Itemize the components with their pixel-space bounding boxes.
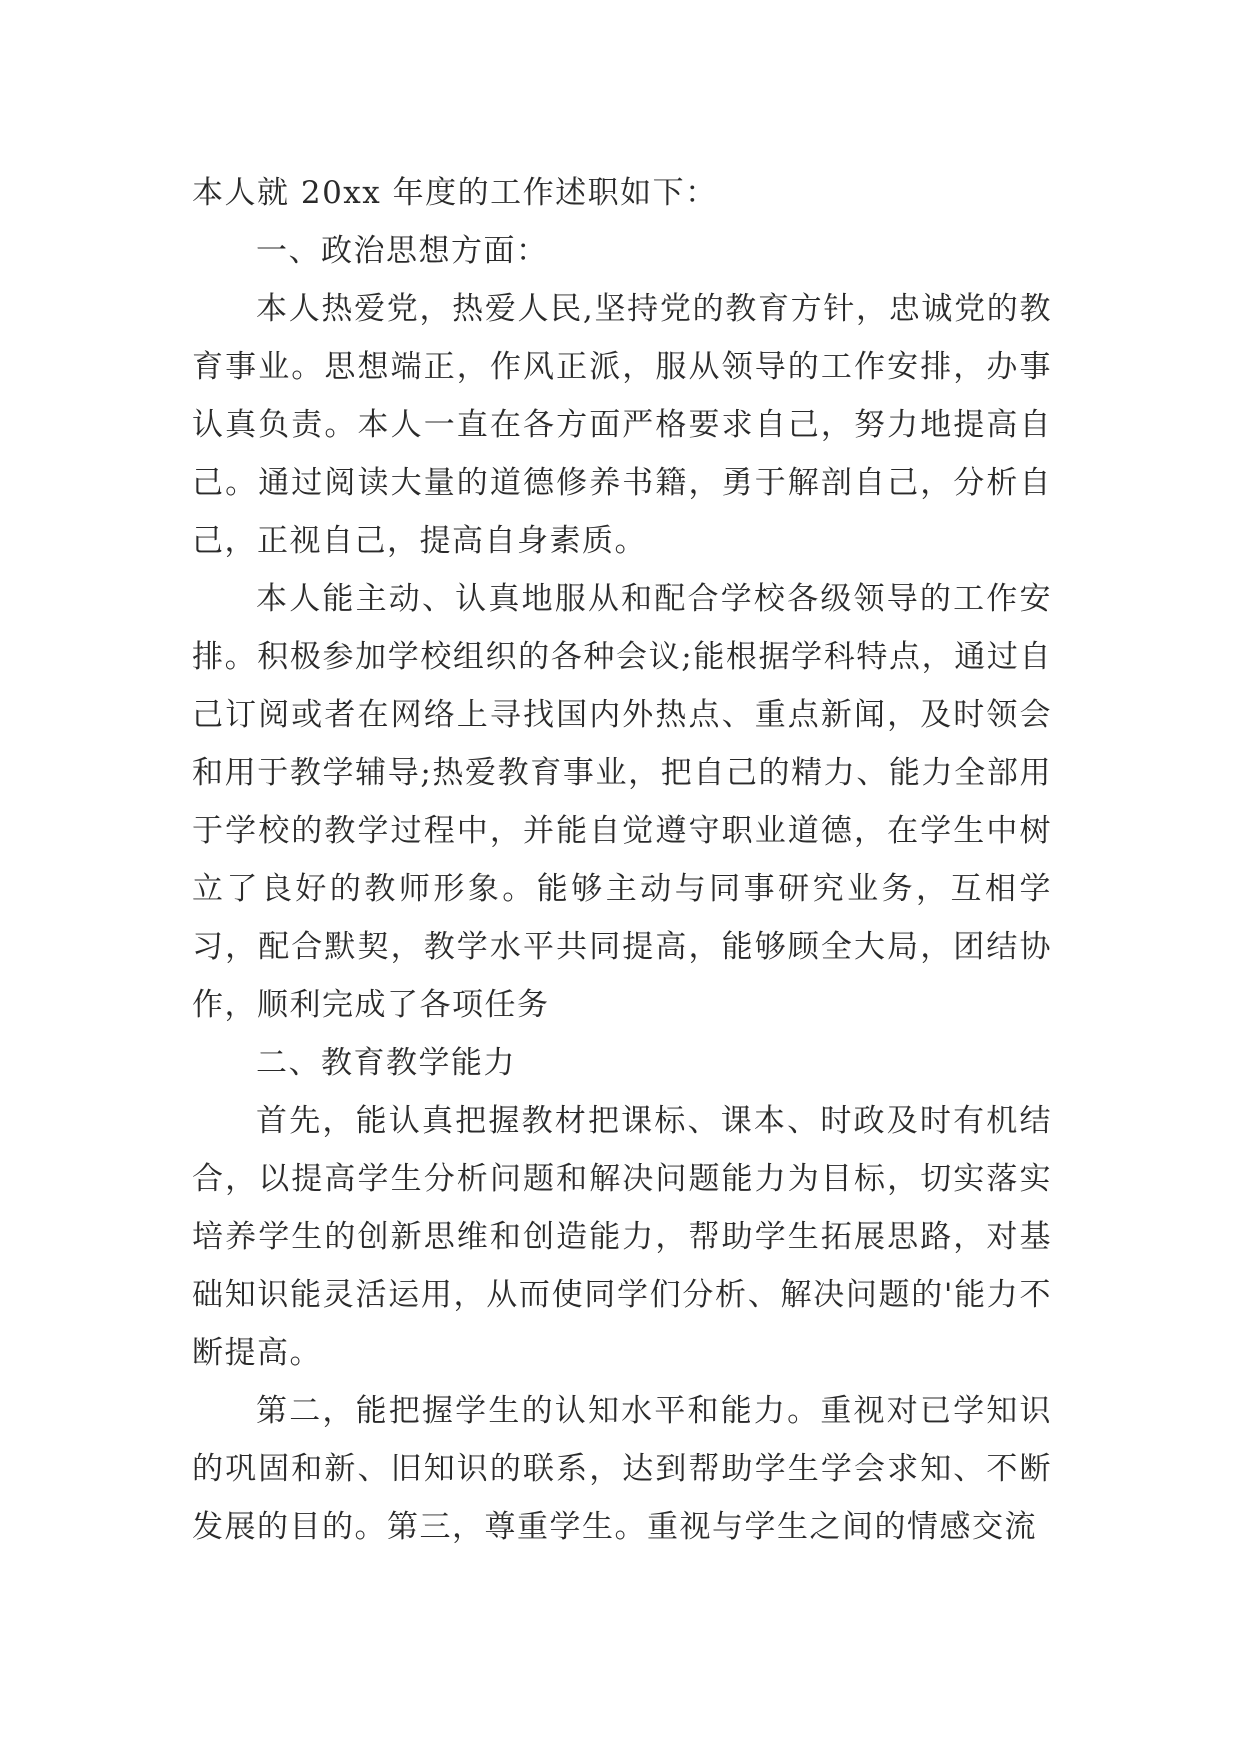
section-heading-teaching: 二、教育教学能力 [256, 1045, 516, 1081]
document-body [192, 164, 1052, 1556]
paragraph-teaching-1: 首先，能认真把握教材把课标、课本、时政及时有机结合，以提高学生分析问题和解决问题能力为目标，切实落实培养学生的创新思维和创造能力，帮助学生拓展思路，对基础知识能灵活运用，从而使同学们分析、解决问题的'能力不断提高。 [192, 1103, 1052, 1371]
section-heading-political: 一、政治思想方面： [256, 233, 549, 269]
paragraph-political-1: 本人热爱党，热爱人民,坚持党的教育方针，忠诚党的教育事业。思想端正，作风正派，服从领导的工作安排，办事认真负责。本人一直在各方面严格要求自己，努力地提高自己。通过阅读大量的道德修养书籍，勇于解剖自己，分析自己，正视自己，提高自身素质。 [192, 291, 1052, 559]
paragraph-political-2: 本人能主动、认真地服从和配合学校各级领导的工作安排。积极参加学校组织的各种会议;能根据学科特点，通过自己订阅或者在网络上寻找国内外热点、重点新闻，及时领会和用于教学辅导;热爱教育事业，把自己的精力、能力全部用于学校的教学过程中，并能自觉遵守职业道德，在学生中树立了良好的教师形象。能够主动与同事研究业务，互相学习，配合默契，教学水平共同提高，能够顾全大局，团结协作，顺利完成了各项任务 [192, 581, 1052, 1023]
intro-paragraph: 本人就 20xx 年度的工作述职如下： [192, 175, 718, 211]
paragraph-teaching-2: 第二，能把握学生的认知水平和能力。重视对已学知识的巩固和新、旧知识的联系，达到帮助学生学会求知、不断发展的目的。第三，尊重学生。重视与学生之间的情感交流 [192, 1393, 1052, 1545]
